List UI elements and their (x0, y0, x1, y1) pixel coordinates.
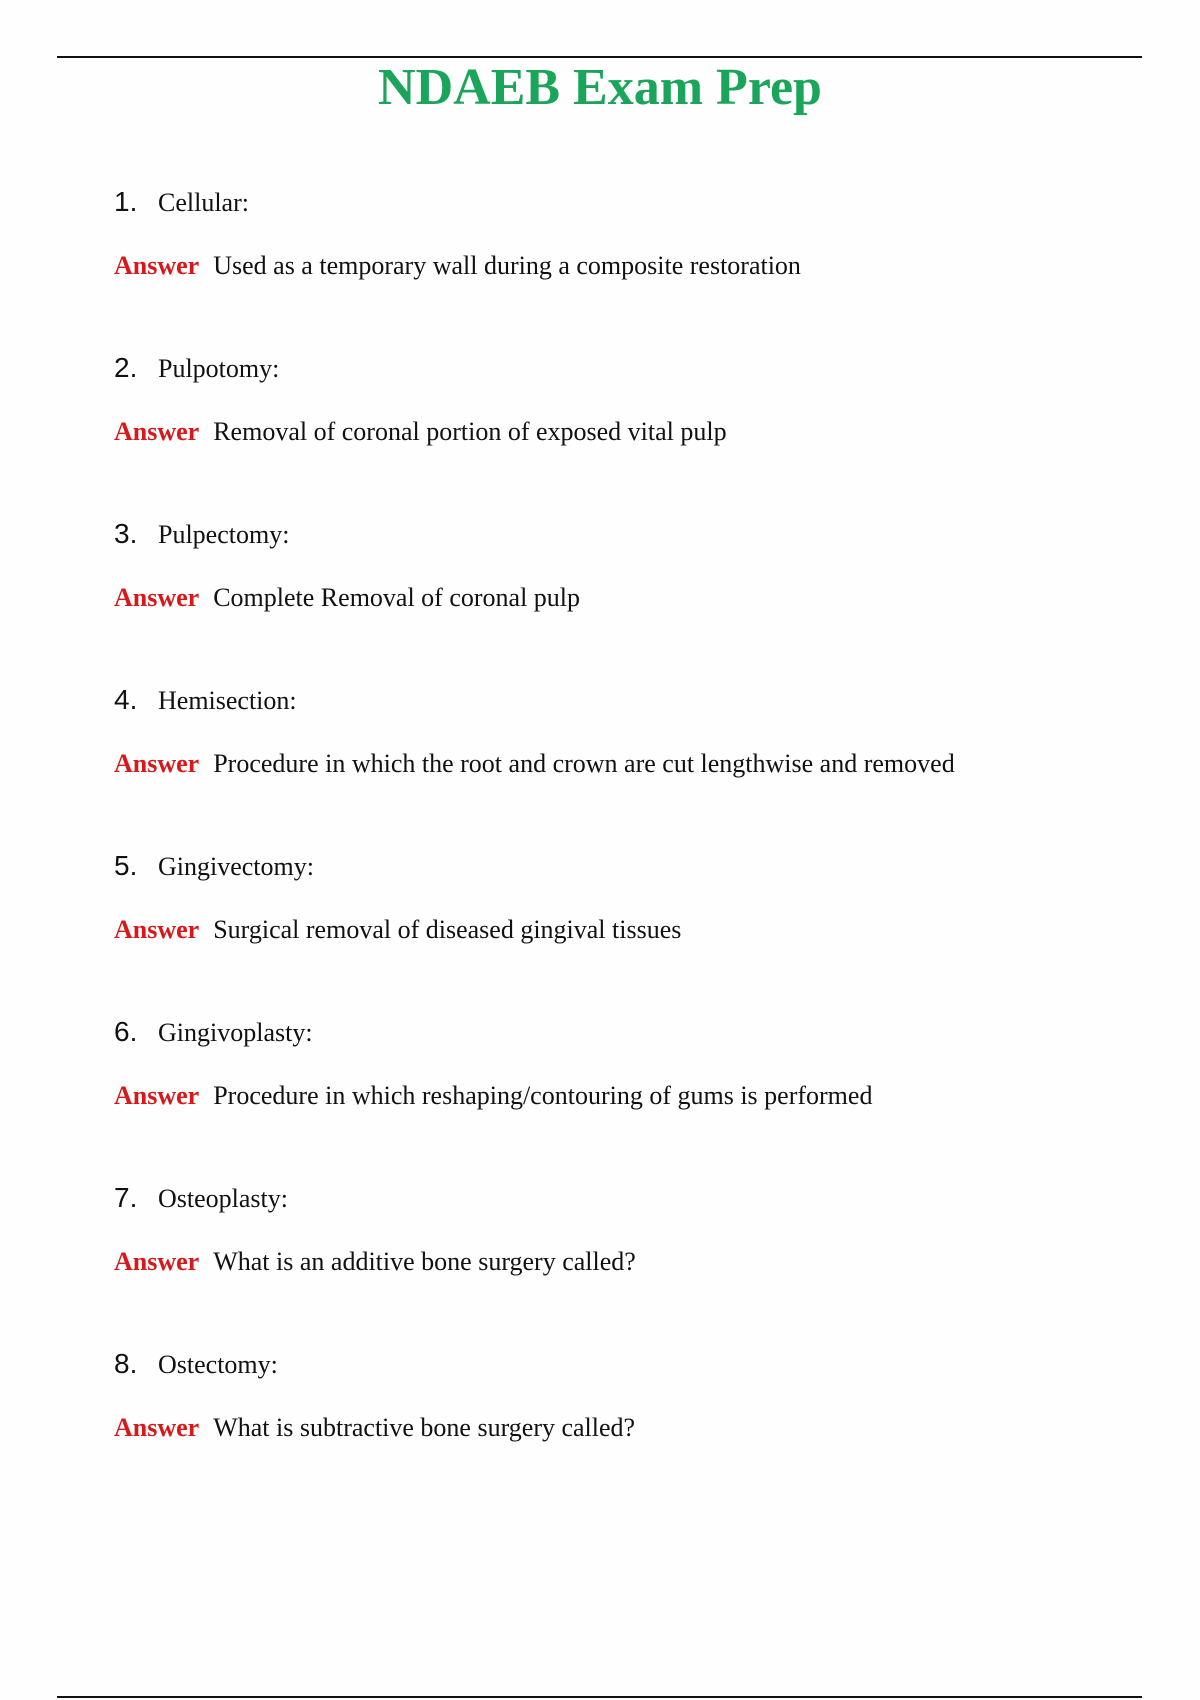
answer-label: Answer (114, 583, 200, 612)
bottom-rule (57, 1696, 1142, 1698)
question-number: 1. (114, 186, 138, 217)
qa-item-1 (114, 184, 1134, 284)
qa-item-4 (114, 682, 1134, 782)
qa-item-5 (114, 848, 1134, 948)
question-text: Gingivoplasty: (158, 1018, 313, 1047)
answer-label: Answer (114, 251, 200, 280)
answer-text: Procedure in which reshaping/contouring of gums is performed (213, 1081, 873, 1110)
answer (114, 746, 1134, 782)
answer (114, 1410, 1134, 1446)
answer-text: What is an additive bone surgery called? (213, 1247, 636, 1276)
question (114, 350, 1134, 386)
answer (114, 580, 1134, 616)
question (114, 848, 1134, 884)
answer-text: What is subtractive bone surgery called? (213, 1413, 636, 1442)
question (114, 184, 1134, 220)
qa-item-3 (114, 516, 1134, 616)
question-text: Pulpotomy: (158, 354, 280, 383)
qa-item-7 (114, 1180, 1134, 1280)
question-number: 5. (114, 850, 138, 881)
answer-text: Procedure in which the root and crown are cut lengthwise and removed (213, 749, 955, 778)
question-number: 6. (114, 1016, 138, 1047)
question-text: Ostectomy: (158, 1350, 278, 1379)
answer-text: Removal of coronal portion of exposed vital pulp (213, 417, 727, 446)
question-text: Osteoplasty: (158, 1184, 288, 1213)
question-number: 7. (114, 1182, 138, 1213)
answer-text: Surgical removal of diseased gingival tissues (213, 915, 682, 944)
answer-text: Used as a temporary wall during a composite restoration (213, 251, 801, 280)
question (114, 516, 1134, 552)
answer (114, 1078, 1134, 1114)
answer (114, 414, 1134, 450)
answer-label: Answer (114, 915, 200, 944)
answer-label: Answer (114, 749, 200, 778)
question (114, 1180, 1134, 1216)
page-title: NDAEB Exam Prep (378, 59, 822, 116)
question-text: Cellular: (158, 188, 249, 217)
question (114, 682, 1134, 718)
answer-label: Answer (114, 417, 200, 446)
question-text: Pulpectomy: (158, 520, 290, 549)
answer (114, 248, 1134, 284)
question-number: 3. (114, 518, 138, 549)
qa-item-2 (114, 350, 1134, 450)
qa-item-6 (114, 1014, 1134, 1114)
question-text: Gingivectomy: (158, 852, 314, 881)
question (114, 1014, 1134, 1050)
answer (114, 912, 1134, 948)
answer (114, 1244, 1134, 1280)
question-text: Hemisection: (158, 686, 297, 715)
question-number: 8. (114, 1348, 138, 1379)
answer-text: Complete Removal of coronal pulp (213, 583, 581, 612)
answer-label: Answer (114, 1081, 200, 1110)
question (114, 1346, 1134, 1382)
question-number: 4. (114, 684, 138, 715)
answer-label: Answer (114, 1247, 200, 1276)
answer-label: Answer (114, 1413, 200, 1442)
qa-item-8 (114, 1346, 1134, 1446)
question-number: 2. (114, 352, 138, 383)
